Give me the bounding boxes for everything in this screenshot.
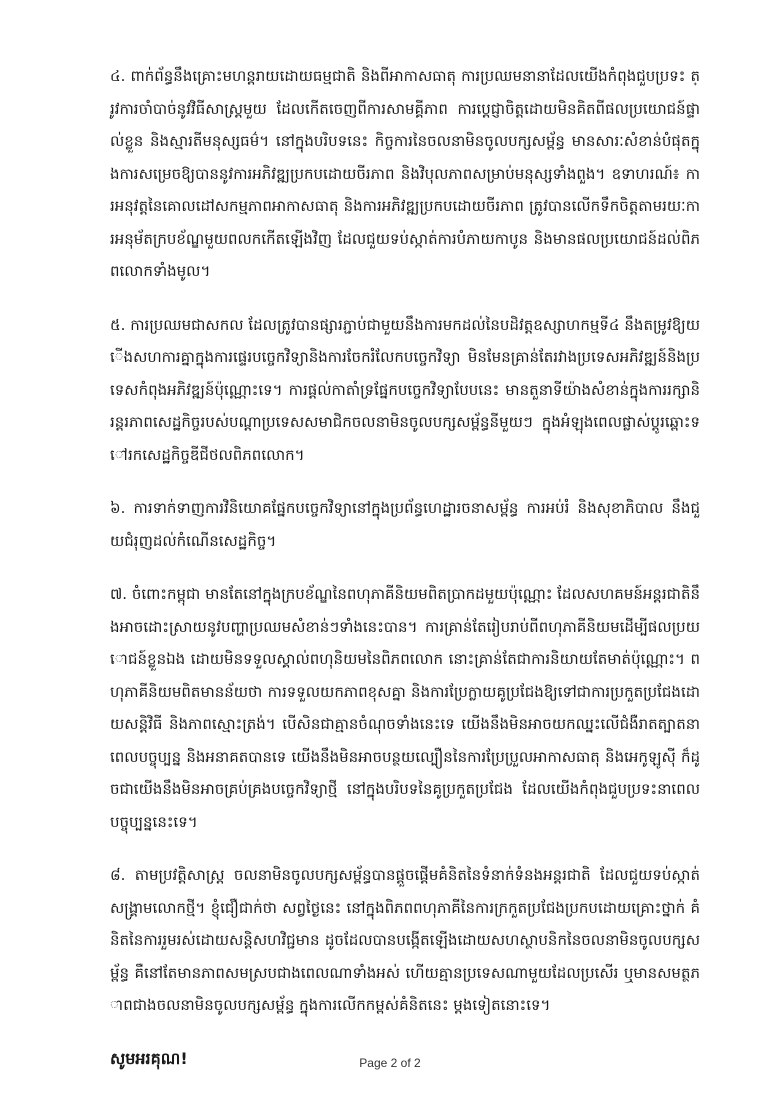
document-body [110,60,700,1075]
paragraph-4: ៤. ពាក់ព័ន្ធនឹងគ្រោះមហន្តរាយដោយធម្មជាតិ និងពីអាកាសធាតុ ការប្រឈមនានាដែលយើងកំពុងជួបប្រទះ ត្រូវការចាំបាច់នូវវិធីសាស្ត្រមួយ ដែលកើតចេញពីការសាមគ្គីភាព ការប្តេជ្ញាចិត្តដោយមិនគិតពីផលប្រយោជន៍ផ្ទាល់ខ្លួន និងស្មារតីមនុស្សធម៌។ នៅក្នុងបរិបទនេះ កិច្ចការនៃចលនាមិនចូលបក្សសម្ព័ន្ធ មានសារៈសំខាន់បំផុតក្នុងការសម្រេចឱ្យបាននូវការអភិវឌ្ឍប្រកបដោយចីរភាព និងវិបុលភាពសម្រាប់មនុស្សទាំងពួង។ ឧទាហរណ៍៖ ការអនុវត្តនៃគោលដៅសកម្មភាពអាកាសធាតុ និងការអភិវឌ្ឍប្រកបដោយចីរភាព ត្រូវបានលើកទឹកចិត្តតាមរយៈការអនុម័តក្របខ័ណ្ឌមួយពលកកើតឡើងវិញ ដែលជួយទប់ស្កាត់ការបំភាយកាបូន និងមានផលប្រយោជន៍ដល់ពិភពលោកទាំងមូល។ [110,67,700,280]
closing-thanks: សូមអរគុណ! [110,1048,188,1068]
paragraph-8: ៨. តាមប្រវត្តិសាស្ត្រ ចលនាមិនចូលបក្សសម្ព័ន្ធបានផ្តួចផ្តើមគំនិតនៃទំនាក់ទំនងអន្តរជាតិ ដែលជួយទប់ស្កាត់សង្គ្រាមលោកថ្មី។ ខ្ញុំជឿជាក់ថា សព្វថ្ងៃនេះ នៅក្នុងពិភពពហុភាគីនៃការក្រកួតប្រជែងប្រកបដោយគ្រោះថ្នាក់ គំនិតនៃការរួមរស់ដោយសន្តិសហវិជ្ជមាន ដូចដែលបានបង្កើតឡើងដោយសហស្ថាបនិកនៃចលនាមិនចូលបក្សសម្ព័ន្ធ គឺនៅតែមានភាពសមស្របជាងពេលណាទាំងអស់ ហើយគ្មានប្រទេសណាមួយដែលប្រសើរ ឬមានសមត្ថភាពជាងចលនាមិនចូលបក្សសម្ព័ន្ធ ក្នុងការលើកកម្ពស់គំនិតនេះ ម្តងទៀតនោះទេ។ [110,866,700,1014]
paragraph-7: ៧. ចំពោះកម្ពុជា មានតែនៅក្នុងក្របខ័ណ្ឌនៃពហុភាគីនិយមពិតប្រាកដមួយប៉ុណ្ណោះ ដែលសហគមន៍អន្តរជាតិនឹងអាចដោះស្រាយនូវបញ្ហាប្រឈមសំខាន់ៗទាំងនេះបាន។ ការគ្រាន់តែរៀបរាប់ពីពហុភាគីនិយមដើម្បីផលប្រយោជន៍ខ្លួនឯង ដោយមិនទទួលស្គាល់ពហុនិយមនៃពិភពលោក នោះគ្រាន់តែជាការនិយាយតែមាត់ប៉ុណ្ណោះ។ ពហុភាគីនិយមពិតមានន័យថា ការទទួលយកភាពខុសគ្នា និងការប្រែក្លាយគូប្រជែងឱ្យទៅជាការប្រកួតប្រជែងដោយសន្តិវិធី និងភាពស្មោះត្រង់។ បើសិនជាគ្មានចំណុចទាំងនេះទេ យើងនឹងមិនអាចយកឈ្នះលើជំងឺរាតត្បាតនាពេលបច្ចុប្បន្ន និងអនាគតបានទេ យើងនឹងមិនអាចបន្ថយល្បឿននៃការប្រែប្រួលអាកាសធាតុ និងអេកូឡូស៊ី ក៏ដូចជាយើងនឹងមិនអាចគ្រប់គ្រងបច្ចេកវិទ្យាថ្មី នៅក្នុងបរិបទនៃគូប្រកួតប្រជែង ដែលយើងកំពុងជួបប្រទះនាពេលបច្ចុប្បន្ននេះទេ។ [110,585,700,831]
page-number-footer: Page 2 of 2 [359,1056,421,1070]
paragraph-6: ៦. ការទាក់ទាញការវិនិយោគផ្នែកបច្ចេកវិទ្យានៅក្នុងប្រព័ន្ធហេដ្ឋារចនាសម្ព័ន្ធ ការអប់រំ និងសុខាភិបាល នឹងជួយជំរុញដល់កំណើនសេដ្ឋកិច្ច។ [110,499,700,550]
paragraph-5: ៥. ការប្រឈមជាសកល ដែលត្រូវបានផ្សារភ្ជាប់ជាមួយនឹងការមកដល់នៃបដិវត្តឧស្សាហកម្មទី៤ នឹងតម្រូវឱ្យយើងសហការគ្នាក្នុងការផ្ទេរបច្ចេកវិទ្យានិងការចែករំលែកបច្ចេកវិទ្យា មិនមែនគ្រាន់តែរវាងប្រទេសអភិវឌ្ឍន៍និងប្រទេសកំពុងអភិវឌ្ឍន៍ប៉ុណ្ណោះទេ។ ការផ្តល់កាតាំទ្រផ្នែកបច្ចេកវិទ្យាបែបនេះ មានតួនាទីយ៉ាងសំខាន់ក្នុងការរក្សានិរន្តរភាពសេដ្ឋកិច្ចរបស់បណ្តាប្រទេសសមាជិកចលនាមិនចូលបក្សសម្ព័ន្ធនីមួយៗ ក្នុងអំឡុងពេលផ្លាស់ប្តូរឆ្ពោះទៅរកសេដ្ឋកិច្ចឌីជីថលពិភពលោក។ [110,315,700,464]
